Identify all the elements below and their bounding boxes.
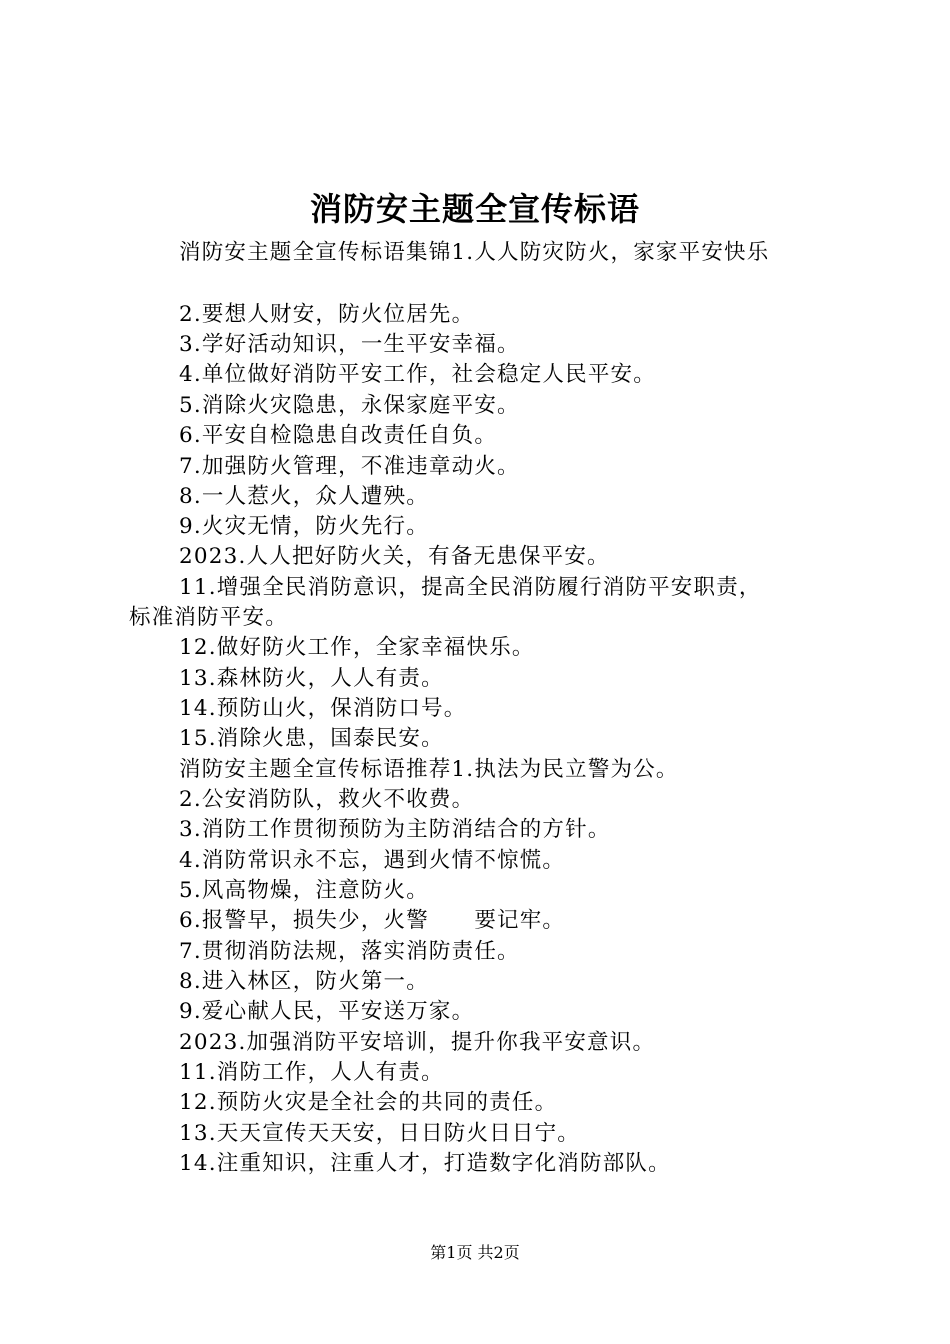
- slogan-line: 9.火灾无情，防火先行。: [179, 514, 429, 539]
- slogan-line: 3.学好活动知识，一生平安幸福。: [179, 332, 520, 357]
- slogan-line: 13.森林防火，人人有责。: [179, 666, 444, 691]
- slogan-line: 消防安主题全宣传标语集锦1.人人防灾防火，家家平安快乐: [179, 240, 770, 265]
- slogan-line: 15.消除火患，国泰民安。: [179, 726, 444, 751]
- slogan-line: 4.消防常识永不忘，遇到火情不惊慌。: [179, 848, 566, 873]
- slogan-line: 11.增强全民消防意识，提高全民消防履行消防平安职责，: [179, 575, 762, 600]
- slogan-line: 6.平安自检隐患自改责任自负。: [179, 423, 498, 448]
- slogan-line-continuation: 标准消防平安。: [129, 605, 288, 630]
- slogan-line: 8.进入林区，防火第一。: [179, 969, 429, 994]
- slogan-line: 2023.加强消防平安培训，提升你我平安意识。: [179, 1030, 656, 1055]
- slogan-line: 14.预防山火，保消防口号。: [179, 696, 467, 721]
- page-footer: 第1页 共2页: [430, 1243, 520, 1262]
- slogan-line: 4.单位做好消防平安工作，社会稳定人民平安。: [179, 362, 656, 387]
- slogan-line: 5.消除火灾隐患，永保家庭平安。: [179, 393, 520, 418]
- document-title: 消防安主题全宣传标语: [309, 190, 640, 228]
- slogan-line: 11.消防工作，人人有责。: [179, 1060, 444, 1085]
- slogan-line: 12.预防火灾是全社会的共同的责任。: [179, 1090, 558, 1115]
- slogan-line: 消防安主题全宣传标语推荐1.执法为民立警为公。: [179, 757, 679, 782]
- slogan-line: 14.注重知识，注重人才，打造数字化消防部队。: [179, 1151, 671, 1176]
- slogan-line: 3.消防工作贯彻预防为主防消结合的方针。: [179, 817, 611, 842]
- slogan-line: 7.加强防火管理，不准违章动火。: [179, 454, 520, 479]
- slogan-line: 13.天天宣传天天安，日日防火日日宁。: [179, 1121, 580, 1146]
- slogan-line: 6.报警早，损失少，火警 要记牢。: [179, 908, 566, 933]
- slogan-line: 8.一人惹火，众人遭殃。: [179, 484, 429, 509]
- slogan-line: 2.公安消防队，救火不收费。: [179, 787, 475, 812]
- slogan-line: 12.做好防火工作，全家幸福快乐。: [179, 635, 535, 660]
- slogan-line: 9.爱心献人民，平安送万家。: [179, 999, 475, 1024]
- slogan-line: 2023.人人把好防火关，有备无患保平安。: [179, 544, 610, 569]
- slogan-line: 7.贯彻消防法规，落实消防责任。: [179, 939, 520, 964]
- slogan-line: 2.要想人财安，防火位居先。: [179, 302, 475, 327]
- slogan-line: 5.风高物燥，注意防火。: [179, 878, 429, 903]
